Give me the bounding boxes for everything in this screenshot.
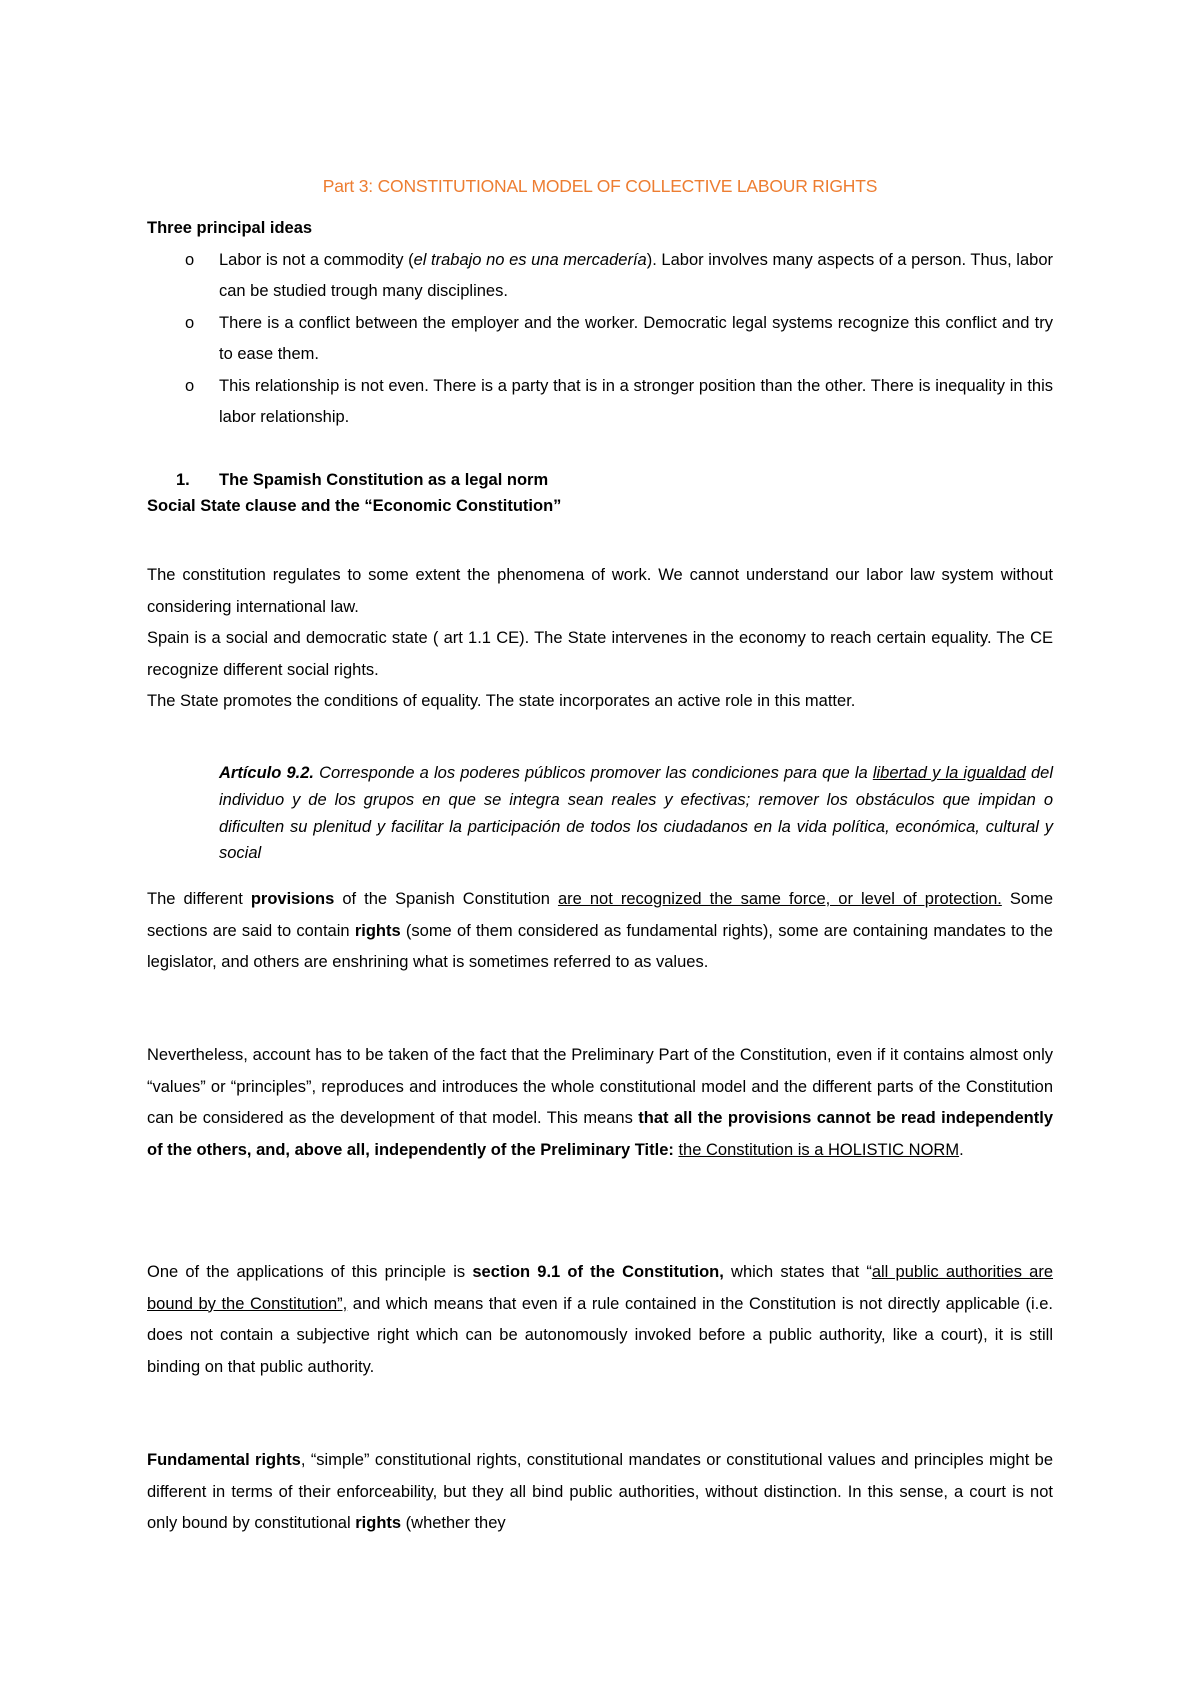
applications-paragraph: One of the applications of this principle is section 9.1 of the Constitution, which states that “all public authorities are bound by the Constitution”, and which means that even if a rule contained in the Constitution is not directly applicable (i.e. does not contain a subjective right which can be autonomously invoked before a public authority, like a court), it is still binding on that public authority. [147,1263,1054,1376]
ideas-list [147,245,1053,434]
nevertheless-paragraph: Nevertheless, account has to be taken of the fact that the Preliminary Part of the Constitution, even if it contains almost only “values” or “principles”, reproduces and introduces the whole constitutional model and the different parts of the Constitution can be considered as the development of that model. This means that all the provisions cannot be read independently of the others, and, above all, independently of the Preliminary Title: the Constitution is a HOLISTIC NORM. [147,1046,1053,1159]
bullet-marker: o [185,376,195,395]
article-quote: Artículo 9.2. Corresponde a los poderes públicos promover las condiciones para que la libertad y la igualdad del individuo y de los grupos en que se integra sean reales y efectivas; remover los obstáculos que impidan o dificulten su plenitud y facilitar la participación de todos los ciudadanos en la vida política, económica, cultural y social [219,764,1053,863]
page-title: Part 3: CONSTITUTIONAL MODEL OF COLLECTIVE LABOUR RIGHTS [322,176,878,196]
section-1 [147,465,1053,522]
section-subheading: Social State clause and the “Economic Constitution” [147,496,562,515]
section-number: 1. [176,471,190,489]
quote-label: Artículo 9.2. [219,764,314,782]
section-1-body [147,560,1053,718]
section-heading: 1. The Spamish Constitution as a legal norm [147,465,1053,497]
fundamental-rights-paragraph: Fundamental rights, “simple” constitutional rights, constitutional mandates or constitutional values and principles might be different in terms of their enforceability, but they all bind public authorities, without distinction. In this sense, a court is not only bound by constitutional rights (whether they [147,1451,1053,1532]
list-item: o This relationship is not even. There is a party that is in a stronger position than the other. There is inequality in this labor relationship. [147,371,1053,434]
paragraph: Spain is a social and democratic state ( art 1.1 CE). The State intervenes in the economy to reach certain equality. The CE recognize different social rights. [147,629,1053,679]
list-item: o Labor is not a commodity (el trabajo no es una mercadería). Labor involves many aspects of a person. Thus, labor can be studied trough many disciplines. [147,245,1053,308]
paragraph: The State promotes the conditions of equality. The state incorporates an active role in this matter. [147,692,856,710]
bullet-marker: o [185,313,195,332]
list-item: o There is a conflict between the employer and the worker. Democratic legal systems recognize this conflict and try to ease them. [147,308,1053,371]
bullet-marker: o [185,250,195,269]
paragraph: The constitution regulates to some extent the phenomena of work. We cannot understand our labor law system without considering international law. [147,566,1053,616]
provisions-paragraph: The different provisions of the Spanish Constitution are not recognized the same force, or level of protection. Some sections are said to contain rights (some of them considered as fundamental rights), some are containing mandates to the legislator, and others are enshrining what is sometimes referred to as values. [147,890,1053,971]
three-ideas-heading: Three principal ideas [147,219,313,237]
three-ideas-section [147,213,1053,434]
